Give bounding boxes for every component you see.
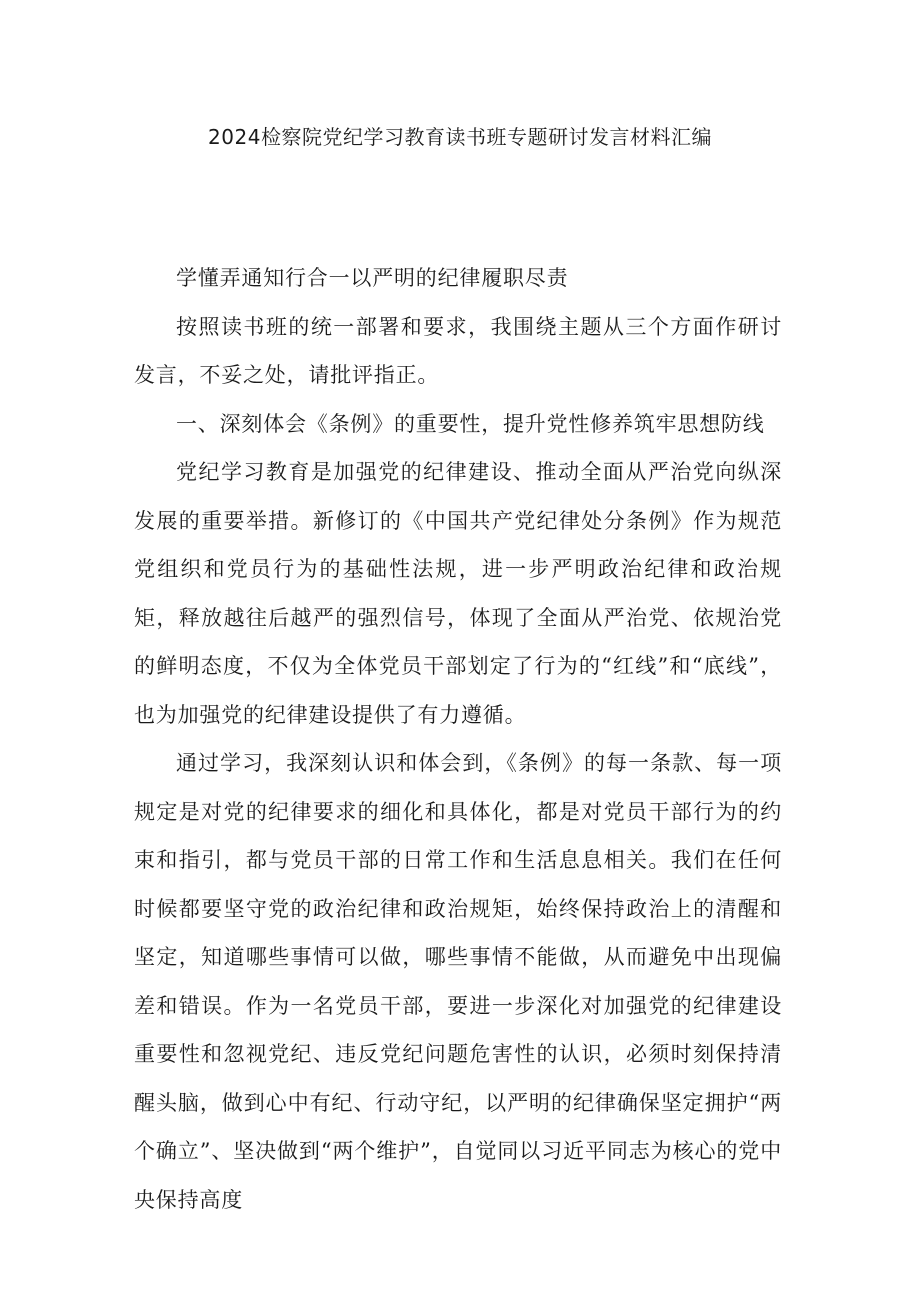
section-one-heading: 一、深刻体会《条例》的重要性，提升党性修养筑牢思想防线 xyxy=(176,411,765,436)
document-title: 2024检察院党纪学习教育读书班专题研讨发言材料汇编 xyxy=(208,125,712,149)
document-body xyxy=(134,254,782,1224)
intro-paragraph: 按照读书班的统一部署和要求，我围绕主题从三个方面作研讨发言，不妥之处，请批评指正。 xyxy=(134,314,782,387)
body-paragraph: 通过学习，我深刻认识和体会到，《条例》的每一条款、每一项规定是对党的纪律要求的细化和具体化，都是对党员干部行为的约束和指引，都与党员干部的日常工作和生活息息相关。我们在任何时候都要坚守党的政治纪律和政治规矩，始终保持政治上的清醒和坚定，知道哪些事情可以做，哪些事情不能做，从而避免中出现偏差和错误。作为一名党员干部，要进一步深化对加强党的纪律建设重要性和忽视党纪、违反党纪问题危害性的认识，必须时刻保持清醒头脑，做到心中有纪、行动守纪，以严明的纪律确保坚定拥护“两个确立”、坚决做到“两个维护”，自觉同以习近平同志为核心的党中央保持高度 xyxy=(134,751,782,1212)
section-heading: 学懂弄通知行合一以严明的纪律履职尽责 xyxy=(176,266,569,290)
body-paragraph: 党纪学习教育是加强党的纪律建设、推动全面从严治党向纵深发展的重要举措。新修订的《中国共产党纪律处分条例》作为规范党组织和党员行为的基础性法规，进一步严明政治纪律和政治规矩，释放越往后越严的强烈信号，体现了全面从严治党、依规治党的鲜明态度，不仅为全体党员干部划定了行为的“红线”和“底线”，也为加强党的纪律建设提供了有力遵循。 xyxy=(134,460,782,727)
